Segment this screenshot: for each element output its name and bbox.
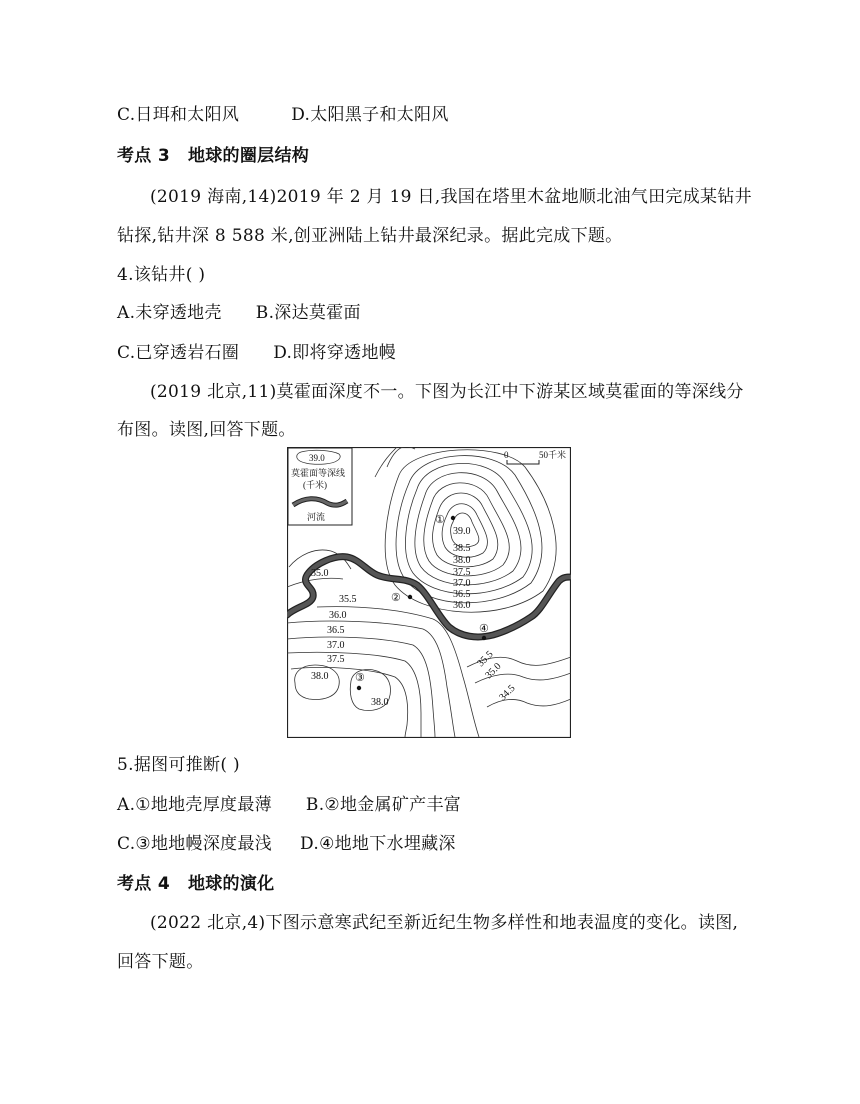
contour-label: 37.0 — [327, 640, 345, 651]
q4-options-row-1 — [117, 298, 361, 323]
q4-options-row-2 — [117, 338, 396, 363]
q4-option-b: B.深达莫霍面 — [255, 303, 361, 323]
passage-2-line-1: (2019 北京,11)莫霍面深度不一。下图为长江中下游某区域莫霍面的等深线分 — [150, 382, 744, 402]
option-c: C.日珥和太阳风 — [117, 105, 240, 125]
point-1-label: ① — [435, 514, 445, 526]
contour-label: 37.5 — [453, 567, 471, 578]
moho-contour-map — [287, 447, 571, 738]
contour-label: 35.5 — [339, 594, 357, 605]
q4-option-d: D.即将穿透地幔 — [273, 343, 397, 363]
point-4-marker — [482, 636, 486, 640]
option-d: D.太阳黑子和太阳风 — [291, 105, 449, 125]
topic-4-label: 考点 4 — [117, 874, 170, 894]
point-3-label: ③ — [355, 672, 365, 684]
contour-label: 36.5 — [453, 589, 471, 600]
contour-label: 38.0 — [453, 555, 471, 566]
topic-4-heading — [117, 869, 274, 894]
contour-label: 36.0 — [453, 600, 471, 611]
legend-contour-unit: (千米) — [303, 480, 327, 490]
point-2-label: ② — [391, 592, 401, 604]
scale-end: 50千米 — [539, 450, 567, 460]
question-5: 5.据图可推断( ) — [117, 755, 240, 775]
point-2-marker — [408, 595, 412, 599]
point-4-label: ④ — [479, 623, 489, 635]
q5-option-c: C.③地地幔深度最浅 — [117, 834, 273, 854]
passage-1-line-1: (2019 海南,14)2019 年 2 月 19 日,我国在塔里木盆地顺北油气田完成某钻井 — [150, 187, 752, 207]
option-row-c-d — [117, 100, 449, 125]
point-1-marker — [451, 516, 455, 520]
q4-option-a: A.未穿透地壳 — [117, 303, 222, 323]
contour-label: 38.5 — [453, 543, 471, 554]
topic-3-heading — [117, 141, 309, 166]
q5-option-d: D.④地地下水埋藏深 — [300, 834, 456, 854]
contour-label: 37.0 — [453, 578, 471, 589]
q5-option-a: A.①地地壳厚度最薄 — [117, 795, 272, 815]
passage-1-line-2: 钻探,钻井深 8 588 米,创亚洲陆上钻井最深纪录。据此完成下题。 — [117, 226, 623, 246]
contour-label: 35.0 — [483, 660, 504, 682]
contour-label: 35.5 — [475, 648, 496, 670]
contour-label: 35.0 — [311, 568, 329, 579]
contour-label: 34.5 — [497, 682, 518, 704]
moho-map-svg — [287, 447, 571, 738]
contour-label: 38.0 — [371, 697, 389, 708]
q5-options-row-2 — [117, 829, 456, 854]
contour-label: 37.5 — [327, 654, 345, 665]
q4-option-c: C.已穿透岩石圈 — [117, 343, 240, 363]
passage-2-line-2: 布图。读图,回答下题。 — [117, 420, 296, 440]
q5-option-b: B.②地金属矿产丰富 — [305, 795, 462, 815]
point-3-marker — [357, 686, 361, 690]
map-legend — [288, 448, 352, 525]
question-4: 4.该钻井( ) — [117, 265, 206, 285]
legend-contour-label: 莫霍面等深线 — [291, 468, 346, 478]
passage-3-line-2: 回答下题。 — [117, 952, 204, 972]
contour-label: 38.0 — [311, 671, 329, 682]
passage-3-line-1: (2022 北京,4)下图示意寒武纪至新近纪生物多样性和地表温度的变化。读图, — [150, 913, 739, 933]
scale-zero: 0 — [504, 450, 509, 460]
legend-sample-value: 39.0 — [309, 453, 325, 463]
topic-3-title: 地球的圈层结构 — [187, 146, 310, 166]
contour-label: 36.0 — [329, 610, 347, 621]
contour-label: 36.5 — [327, 625, 345, 636]
topic-3-label: 考点 3 — [117, 146, 170, 166]
q5-options-row-1 — [117, 790, 461, 815]
legend-river-label: 河流 — [307, 512, 326, 522]
topic-4-title: 地球的演化 — [187, 874, 275, 894]
contour-label: 39.0 — [453, 526, 471, 537]
